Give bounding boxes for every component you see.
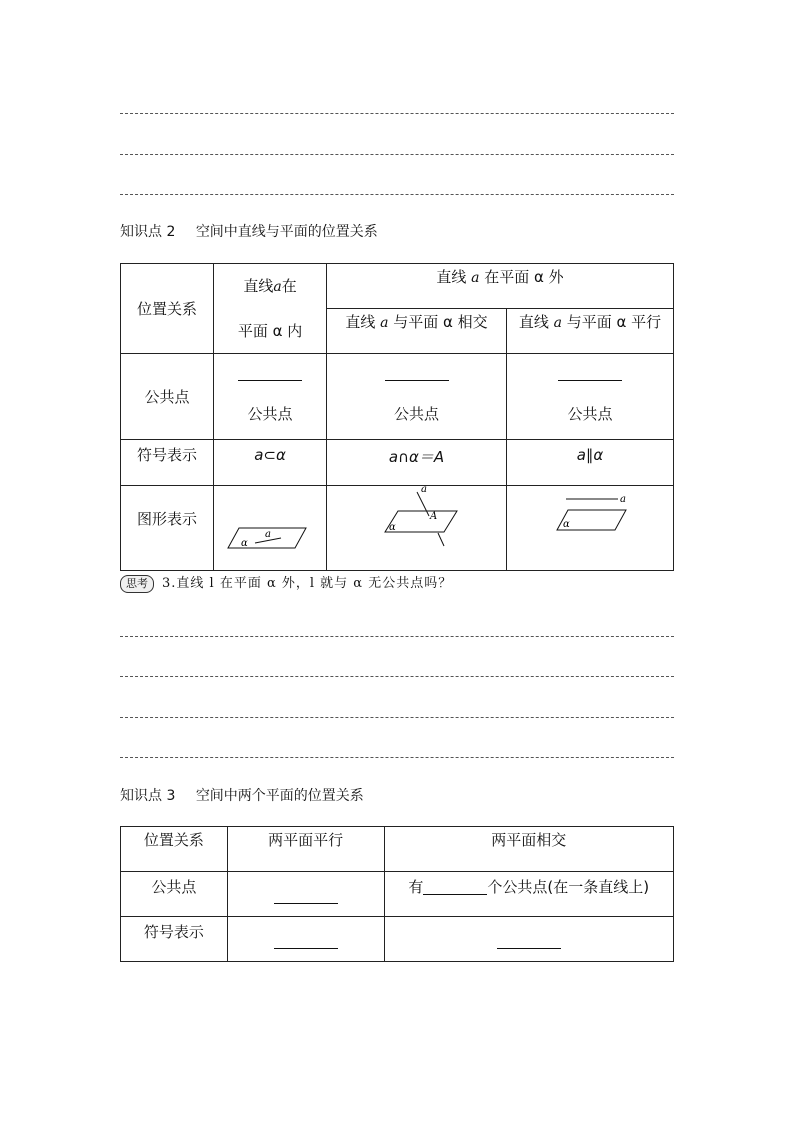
symbol-intersect-cell bbox=[384, 917, 673, 962]
answer-line-1 bbox=[120, 113, 674, 114]
header-in-plane-line1: 直线 bbox=[243, 277, 274, 295]
answer-blank[interactable] bbox=[558, 379, 622, 381]
common-in-plane-cell bbox=[214, 354, 327, 440]
figure-in-plane bbox=[214, 486, 327, 571]
answer-line-5 bbox=[120, 676, 674, 677]
answer-line-4 bbox=[120, 636, 674, 637]
header-outside-pre: 直线 bbox=[436, 268, 472, 286]
section2-heading-number: 知识点 2 bbox=[120, 224, 176, 240]
header-planes-intersect: 两平面相交 bbox=[384, 827, 673, 872]
row-symbol-label: 符号表示 bbox=[121, 440, 214, 486]
answer-line-6 bbox=[120, 717, 674, 718]
header-position-relation: 位置关系 bbox=[121, 827, 228, 872]
header-outside-var: a bbox=[471, 270, 480, 286]
header-intersect-var: a bbox=[380, 315, 389, 331]
think-question bbox=[120, 572, 452, 593]
header-parallel-pre: 直线 bbox=[518, 313, 554, 331]
row-figure-label: 图形表示 bbox=[121, 486, 214, 571]
header-parallel-post: 与平面 α 平行 bbox=[561, 313, 662, 331]
header-position-relation: 位置关系 bbox=[121, 264, 214, 354]
common-intersect-post: 个公共点(在一条直线上) bbox=[487, 878, 650, 896]
answer-blank[interactable] bbox=[274, 902, 338, 904]
header-intersect bbox=[327, 309, 507, 354]
section3-heading bbox=[120, 785, 364, 805]
answer-blank[interactable] bbox=[385, 379, 449, 381]
section2-heading bbox=[120, 221, 378, 241]
answer-blank[interactable] bbox=[238, 379, 302, 381]
header-in-plane-var: a bbox=[273, 279, 282, 295]
a-label: a bbox=[420, 486, 427, 495]
figure-intersect bbox=[327, 486, 507, 571]
common-intersect-pre: 有 bbox=[408, 878, 424, 896]
header-planes-parallel: 两平面平行 bbox=[227, 827, 384, 872]
think-question-text: 3.直线 l 在平面 α 外，l 就与 α 无公共点吗？ bbox=[162, 576, 453, 591]
common-parallel-cell bbox=[227, 872, 384, 917]
header-in-plane-line2: 平面 α 内 bbox=[237, 322, 303, 340]
common-intersect-cell bbox=[384, 872, 673, 917]
section2-heading-title: 空间中直线与平面的位置关系 bbox=[195, 224, 378, 240]
row-symbol-label: 符号表示 bbox=[121, 917, 228, 962]
line-intersect-plane-diagram bbox=[328, 486, 506, 566]
a-label: a bbox=[619, 494, 626, 505]
header-intersect-post: 与平面 α 相交 bbox=[388, 313, 488, 331]
row-common-points-label: 公共点 bbox=[121, 872, 228, 917]
header-parallel-var: a bbox=[553, 315, 562, 331]
think-badge: 思考 bbox=[120, 575, 154, 593]
answer-blank[interactable] bbox=[423, 893, 487, 895]
header-line-in-plane bbox=[214, 264, 327, 354]
common-intersect-cell bbox=[327, 354, 507, 440]
symbol-in-plane: a⊂α bbox=[214, 440, 327, 486]
answer-line-7 bbox=[120, 757, 674, 758]
row-common-points-label: 公共点 bbox=[121, 354, 214, 440]
answer-blank[interactable] bbox=[497, 947, 561, 949]
a-label: a bbox=[265, 529, 271, 540]
section3-heading-title: 空间中两个平面的位置关系 bbox=[195, 788, 364, 804]
figure-parallel bbox=[507, 486, 674, 571]
common-parallel-cell bbox=[507, 354, 674, 440]
alpha-label: α bbox=[562, 519, 570, 530]
symbol-intersect: a∩α＝A bbox=[327, 440, 507, 486]
header-intersect-pre: 直线 bbox=[345, 313, 381, 331]
line-plane-table bbox=[120, 263, 674, 571]
header-parallel bbox=[507, 309, 674, 354]
common-suffix: 公共点 bbox=[394, 404, 440, 423]
answer-line-3 bbox=[120, 194, 674, 195]
header-in-plane-line1b: 在 bbox=[281, 277, 297, 295]
header-line-outside-plane bbox=[327, 264, 674, 309]
header-outside-post: 在平面 α 外 bbox=[479, 268, 564, 286]
symbol-parallel-cell bbox=[227, 917, 384, 962]
common-suffix: 公共点 bbox=[567, 404, 613, 423]
A-label: A bbox=[429, 511, 437, 522]
line-in-plane-diagram bbox=[215, 486, 325, 566]
alpha-label: α bbox=[241, 538, 248, 549]
alpha-label: α bbox=[388, 522, 396, 533]
section3-heading-number: 知识点 3 bbox=[120, 788, 176, 804]
line-parallel-plane-diagram bbox=[508, 486, 673, 566]
answer-blank[interactable] bbox=[274, 947, 338, 949]
answer-line-2 bbox=[120, 154, 674, 155]
common-suffix: 公共点 bbox=[247, 404, 293, 423]
plane-plane-table bbox=[120, 826, 674, 962]
symbol-parallel: a∥α bbox=[507, 440, 674, 486]
